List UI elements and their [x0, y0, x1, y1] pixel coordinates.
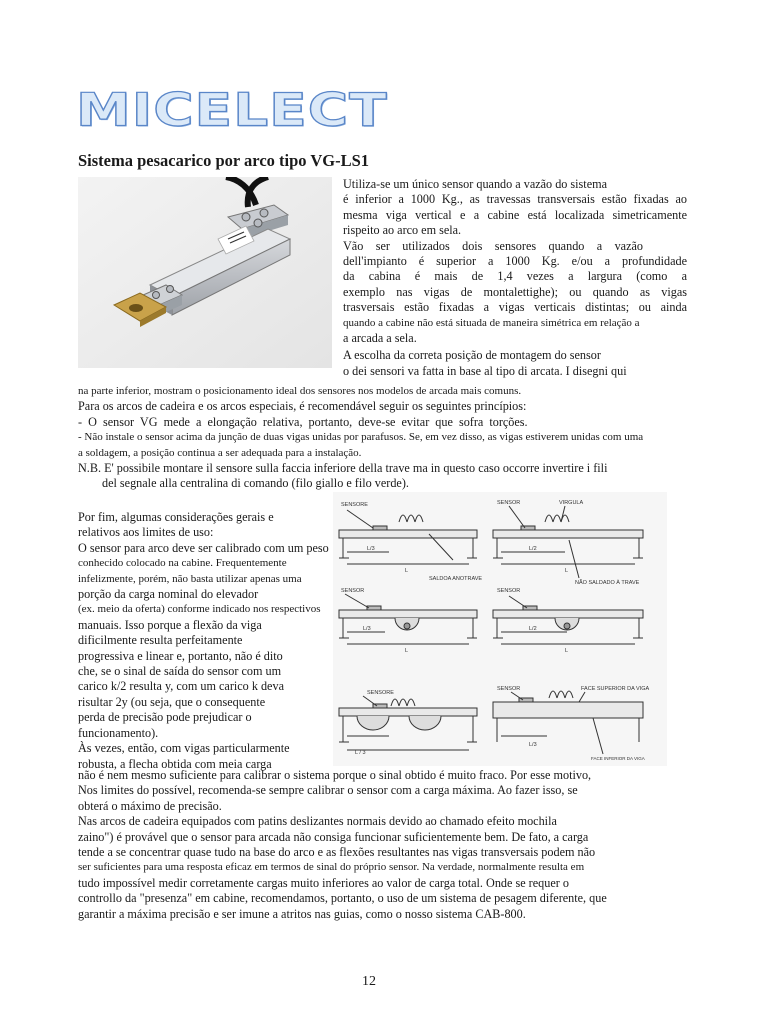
sensor-photo-drawing — [78, 177, 332, 368]
diagram-label: L/3 — [367, 546, 375, 552]
diagram-label: SENSOR — [341, 588, 365, 594]
text-line: Nos limites do possível, recomenda-se sempre calibrar o sensor com a carga máxima. Ao fazer isso, se — [78, 783, 578, 798]
text-line: risultar 2y (ou seja, que o consequente — [78, 694, 266, 709]
text-line: O sensor para arco deve ser calibrado com um peso — [78, 540, 329, 555]
mounting-diagram — [333, 492, 667, 766]
text-line: Por fim, algumas considerações gerais e — [78, 510, 274, 524]
diagram-label: FACE INFERIOR DA VIGA — [591, 756, 645, 761]
principles-paragraph — [78, 384, 768, 492]
text-line: garantir a máxima precisão e ser imune a atritos nas guias, como o nosso sistema CAB-800. — [78, 906, 526, 921]
text-line: relativos aos limites de uso: — [78, 525, 214, 540]
limits-paragraph — [78, 510, 348, 772]
text-line: Nas arcos de cadeira equipados com patins deslizantes normais devido ao chamado efeito mochila — [78, 814, 557, 829]
calibration-paragraph — [78, 768, 678, 922]
micelect-logo: MICELECT — [76, 83, 388, 137]
text-line: funcionamento). — [78, 725, 159, 740]
diagram-label: NÃO SALDADO À TRAVE — [575, 580, 640, 586]
diagram-label: L / 3 — [355, 750, 366, 756]
text-line: Para os arcos de cadeira e os arcos especiais, é recomendável seguir os seguintes princípios: — [78, 399, 527, 414]
text-line: manuais. Isso porque a flexão da viga — [78, 617, 262, 632]
text-line: tudo impossível medir corretamente cargas muito inferiores ao valor de carga total. Onde se requer o — [78, 875, 569, 890]
text-line: a soldagem, a posição continua a ser adequada para a instalação. — [78, 446, 362, 459]
diagram-label: SENSOR — [497, 686, 521, 692]
text-line: não é nem mesmo suficiente para calibrar o sistema porque o sinal obtido é muito fraco. Por esse motivo, — [78, 768, 592, 782]
text-line: rispeito ao arco em sela. — [343, 223, 462, 238]
diagram-label: SENSORE — [367, 690, 394, 696]
diagram-label: L/2 — [529, 546, 537, 552]
text-line: perda de precisão pode prejudicar o — [78, 710, 252, 725]
diagram-label: SENSOR — [497, 588, 521, 594]
text-line: conhecido colocado na cabine. Frequentemente — [78, 557, 287, 570]
diagram-label: L — [565, 568, 569, 574]
diagram-label: VIRGULA — [559, 500, 584, 506]
diagram-label: L — [405, 568, 409, 574]
text-line: exemplo nas vigas de montalettighe); ou quando as vigas — [343, 284, 687, 299]
text-line: infelizmente, porém, não basta utilizar apenas uma — [78, 572, 302, 585]
diagram-label: L/2 — [529, 626, 537, 632]
diagram-label: FACE SUPERIOR DA VIGA — [581, 686, 650, 692]
sensor-photo — [78, 177, 332, 368]
page-number: 12 — [362, 974, 376, 989]
text-line: dificilmente resulta perfeitamente — [78, 633, 243, 648]
text-line: dell'impianto é superior a 1000 Kg. e/ou a profundidade — [343, 254, 687, 269]
text-line: (ex. meio da oferta) conforme indicado nos respectivos — [78, 603, 321, 616]
text-line: robusta, a flecha obtida com meia carga — [78, 756, 272, 771]
diagram-label: SENSOR — [497, 500, 521, 506]
text-line: trasversais estão fixadas a vigas verticais distintas; ou ainda — [343, 300, 687, 315]
diagram-label: L/3 — [363, 626, 371, 632]
text-line: carico k/2 resulta y, com um carico k deva — [78, 679, 284, 694]
text-line: - Não instale o sensor acima da junção de duas vigas unidas por parafusos. Se, em vez disso, as vigas estiverem unidas com uma — [78, 431, 644, 444]
diagram-label: L — [405, 648, 409, 654]
text-line: na parte inferior, mostram o posicionamento ideal dos sensores nos modelos de arcada mais comuns. — [78, 385, 522, 397]
diagram-label: L/3 — [529, 742, 537, 748]
text-line: Utiliza-se um único sensor quando a vazão do sistema — [343, 177, 607, 191]
intro-paragraph — [343, 177, 687, 379]
diagram-label: SALDOA ANOTRAVE — [429, 576, 483, 582]
text-line: o dei sensori va fatta in base al tipo di arcata. I disegni qui — [343, 363, 627, 378]
text-line: ser suficientes para uma resposta eficaz em termos de sinal do próprio sensor. Na verdade, normalmente resulta em — [78, 861, 585, 874]
diagram-label: L — [565, 648, 569, 654]
text-line: tende a se concentrar quase tudo na base do arco e as flexões resultantes nas vigas transversais podem não — [78, 845, 596, 860]
text-line: quando a cabine não está situada de maneira simétrica em relação a — [343, 316, 640, 329]
text-line: che, se o sinal de saída do sensor com um — [78, 664, 282, 679]
page-title: Sistema pesacarico por arco tipo VG-LS1 — [78, 151, 370, 170]
diagram-label: SENSORE — [341, 502, 368, 508]
text-line: obterá o máximo de precisão. — [78, 798, 222, 813]
text-line: a arcada a sela. — [343, 331, 417, 346]
text-line: A escolha da correta posição de montagem do sensor — [343, 348, 601, 363]
text-line: Vão ser utilizados dois sensores quando a vazão — [343, 238, 643, 253]
text-line: progressiva e linear e, portanto, não é dito — [78, 648, 283, 663]
mounting-diagram-drawing — [333, 492, 667, 766]
text-line: controllo da "presenza" em cabine, recomendamos, portanto, o uso de um sistema de pesagem diferente, que — [78, 891, 607, 906]
text-line: del segnale alla centralina di comando (filo giallo e filo verde). — [102, 476, 409, 491]
text-line: N.B. E' possibile montare il sensore sulla faccia inferiore della trave ma in questo caso occorre invertire i fili — [78, 461, 608, 476]
text-line: Às vezes, então, com vigas particularmente — [78, 741, 290, 756]
text-line: da cabina é mais de 1,4 vezes a largura (como a — [343, 269, 687, 284]
text-line: porção da carga nominal do elevador — [78, 587, 259, 602]
text-line: é inferior a 1000 Kg., as travessas transversais estão fixadas ao — [343, 192, 687, 207]
text-line: - O sensor VG mede a elongação relativa, portanto, deve-se evitar que sofra torções. — [78, 414, 528, 429]
text-line: zaino") é provável que o sensor para arcada não consiga funcionar suficientemente bem. De fato, a carga — [78, 829, 589, 844]
text-line: mesma viga vertical e a cabine está localizada simetricamente — [343, 207, 687, 222]
